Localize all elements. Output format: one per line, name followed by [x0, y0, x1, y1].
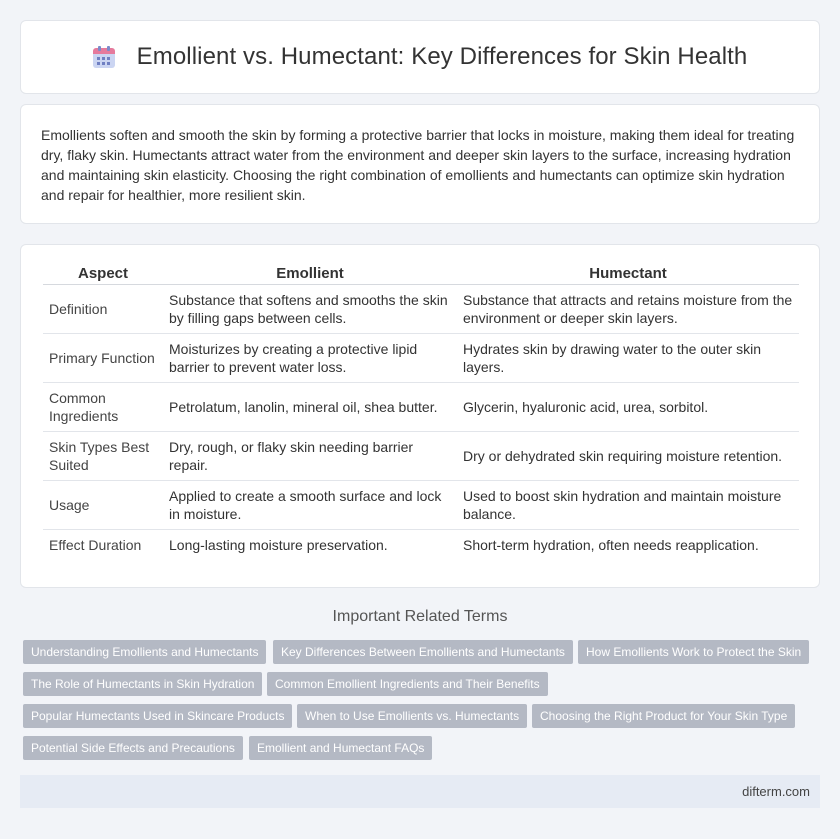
header-humectant: Humectant — [457, 263, 799, 285]
page-title: Emollient vs. Humectant: Key Differences for Skin Health — [136, 43, 748, 70]
cell-humectant: Used to boost skin hydration and maintain moisture balance. — [457, 481, 799, 530]
table-row — [43, 432, 799, 481]
related-tag[interactable]: How Emollients Work to Protect the Skin — [578, 640, 809, 664]
cell-humectant: Hydrates skin by drawing water to the outer skin layers. — [457, 334, 799, 383]
intro-text: Emollients soften and smooth the skin by forming a protective barrier that locks in moisture, making them ideal for treating dry, flaky skin. Humectants attract water from the environment and deeper skin layers to the surface, increasing hydration and maintaining skin elasticity. Choosing the right combination of emollients and humectants can optimize skin hydration and repair for healthier, more resilient skin. — [41, 127, 795, 203]
related-tag[interactable]: Popular Humectants Used in Skincare Products — [23, 704, 292, 728]
cell-emollient: Substance that softens and smooths the skin by filling gaps between cells. — [163, 285, 457, 334]
related-tag[interactable]: Common Emollient Ingredients and Their Benefits — [267, 672, 548, 696]
related-terms-section — [20, 608, 820, 755]
cell-humectant: Dry or dehydrated skin requiring moisture retention. — [457, 432, 799, 481]
table-row — [43, 383, 799, 432]
header-card — [20, 20, 820, 94]
table-row — [43, 285, 799, 334]
related-tag[interactable]: The Role of Humectants in Skin Hydration — [23, 672, 262, 696]
cell-aspect: Common Ingredients — [43, 383, 163, 432]
cell-humectant: Substance that attracts and retains moisture from the environment or deeper skin layers. — [457, 285, 799, 334]
related-tag[interactable]: Key Differences Between Emollients and Humectants — [273, 640, 573, 664]
table-header-row — [43, 263, 799, 285]
calendar-icon — [93, 46, 115, 68]
related-tag[interactable]: Understanding Emollients and Humectants — [23, 640, 266, 664]
table-row — [43, 481, 799, 530]
cell-aspect: Primary Function — [43, 334, 163, 383]
cell-aspect: Usage — [43, 481, 163, 530]
cell-aspect: Skin Types Best Suited — [43, 432, 163, 481]
cell-humectant: Short-term hydration, often needs reapplication. — [463, 537, 759, 553]
cell-emollient: Dry, rough, or flaky skin needing barrier repair. — [163, 432, 457, 481]
cell-aspect: Effect Duration — [49, 537, 142, 553]
footer-brand[interactable]: difterm.com — [742, 784, 810, 799]
related-tag[interactable]: Choosing the Right Product for Your Skin Type — [532, 704, 795, 728]
comparison-table — [43, 263, 799, 560]
footer — [20, 775, 820, 808]
related-terms-title: Important Related Terms — [332, 608, 508, 625]
table-row — [43, 530, 799, 560]
cell-humectant: Glycerin, hyaluronic acid, urea, sorbitol. — [457, 383, 799, 432]
title-wrap — [93, 43, 748, 71]
cell-emollient: Applied to create a smooth surface and lock in moisture. — [163, 481, 457, 530]
table-row — [43, 334, 799, 383]
cell-emollient: Moisturizes by creating a protective lipid barrier to prevent water loss. — [163, 334, 457, 383]
comparison-table-card — [20, 244, 820, 588]
header-aspect: Aspect — [43, 263, 163, 285]
related-tag[interactable]: Emollient and Humectant FAQs — [249, 736, 432, 760]
cell-emollient: Petrolatum, lanolin, mineral oil, shea butter. — [163, 383, 457, 432]
header-emollient: Emollient — [163, 263, 457, 285]
intro-card — [20, 104, 820, 224]
related-tag[interactable]: Potential Side Effects and Precautions — [23, 736, 243, 760]
related-tag[interactable]: When to Use Emollients vs. Humectants — [297, 704, 527, 728]
cell-emollient: Long-lasting moisture preservation. — [169, 537, 388, 553]
cell-aspect: Definition — [43, 285, 163, 334]
